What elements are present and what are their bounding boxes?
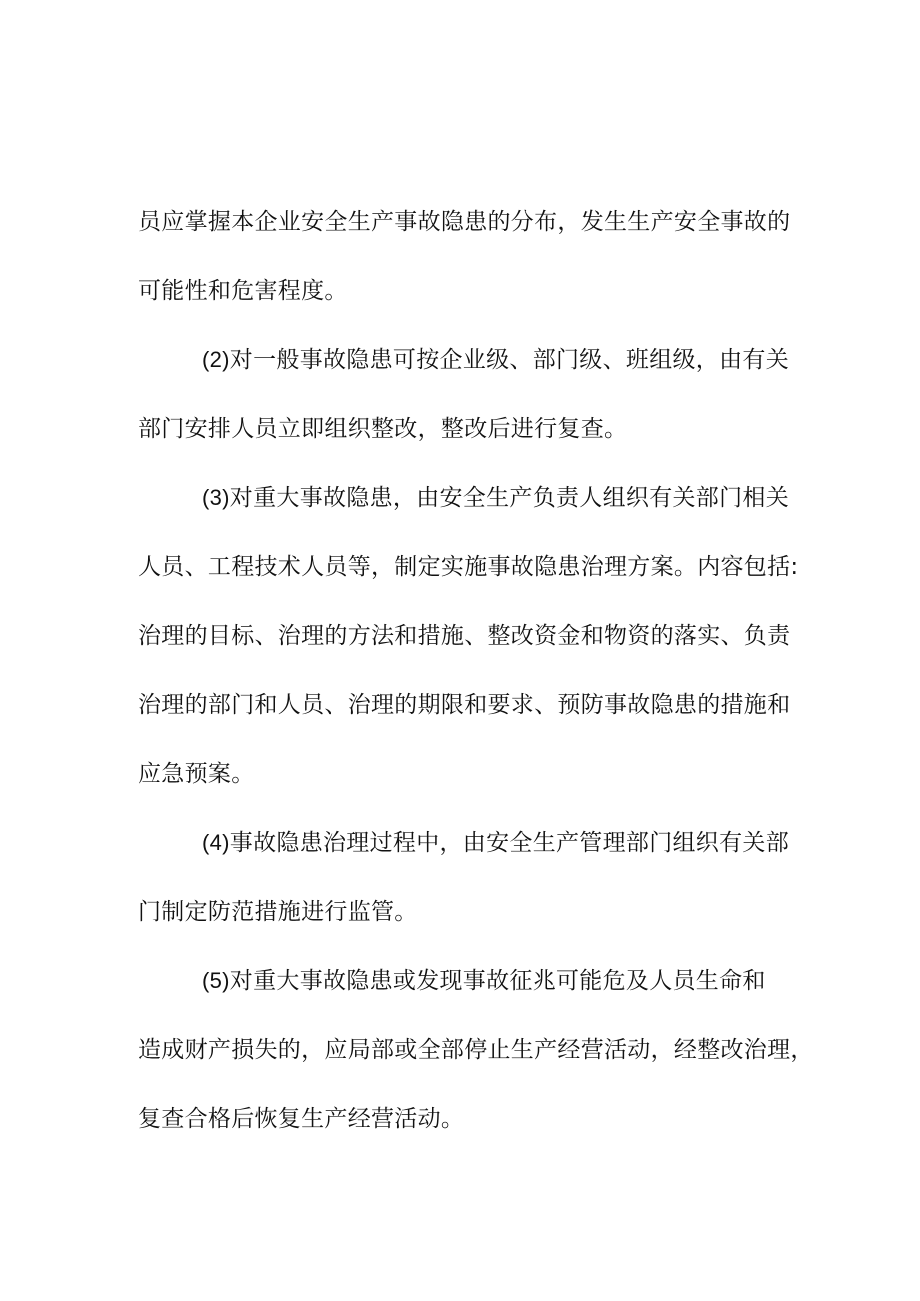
text-line-content: 对重大事故隐患，由安全生产负责人组织有关部门相关	[229, 485, 789, 511]
item-number: (4)	[202, 830, 230, 855]
paragraph-item-5	[138, 966, 814, 1134]
item-number: (2)	[202, 347, 230, 372]
paragraph-item-4	[138, 828, 788, 927]
text-line-content: 对重大事故隐患或发现事故征兆可能危及人员生命和	[229, 968, 766, 994]
text-line: 员应掌握本企业安全生产事故隐患的分布，发生生产安全事故的	[138, 209, 791, 235]
text-line	[138, 966, 788, 996]
text-line: 造成财产损失的，应局部或全部停止生产经营活动，经整改治理，	[138, 1037, 814, 1063]
paragraph-continuation	[138, 207, 791, 306]
text-line: 治理的目标、治理的方法和措施、整改资金和物资的落实、负责	[138, 623, 791, 649]
text-line	[138, 828, 788, 858]
text-line: 门制定防范措施进行监管。	[138, 899, 418, 925]
text-line: 复查合格后恢复生产经营活动。	[138, 1106, 465, 1132]
text-line: 人员、工程技术人员等，制定实施事故隐患治理方案。内容包括:	[138, 554, 799, 580]
item-number: (3)	[202, 485, 230, 510]
text-line: 应急预案。	[138, 761, 255, 787]
text-line	[138, 483, 788, 513]
text-line: 治理的部门和人员、治理的期限和要求、预防事故隐患的措施和	[138, 692, 791, 718]
item-number: (5)	[202, 968, 230, 993]
paragraph-item-2	[138, 345, 788, 444]
text-line-content: 对一般事故隐患可按企业级、部门级、班组级，由有关	[229, 347, 789, 373]
text-line: 可能性和危害程度。	[138, 278, 348, 304]
text-line: 部门安排人员立即组织整改，整改后进行复查。	[138, 416, 628, 442]
text-line	[138, 345, 788, 375]
paragraph-item-3	[138, 483, 799, 789]
body-text	[138, 207, 814, 1173]
text-line-content: 事故隐患治理过程中，由安全生产管理部门组织有关部	[229, 830, 789, 856]
